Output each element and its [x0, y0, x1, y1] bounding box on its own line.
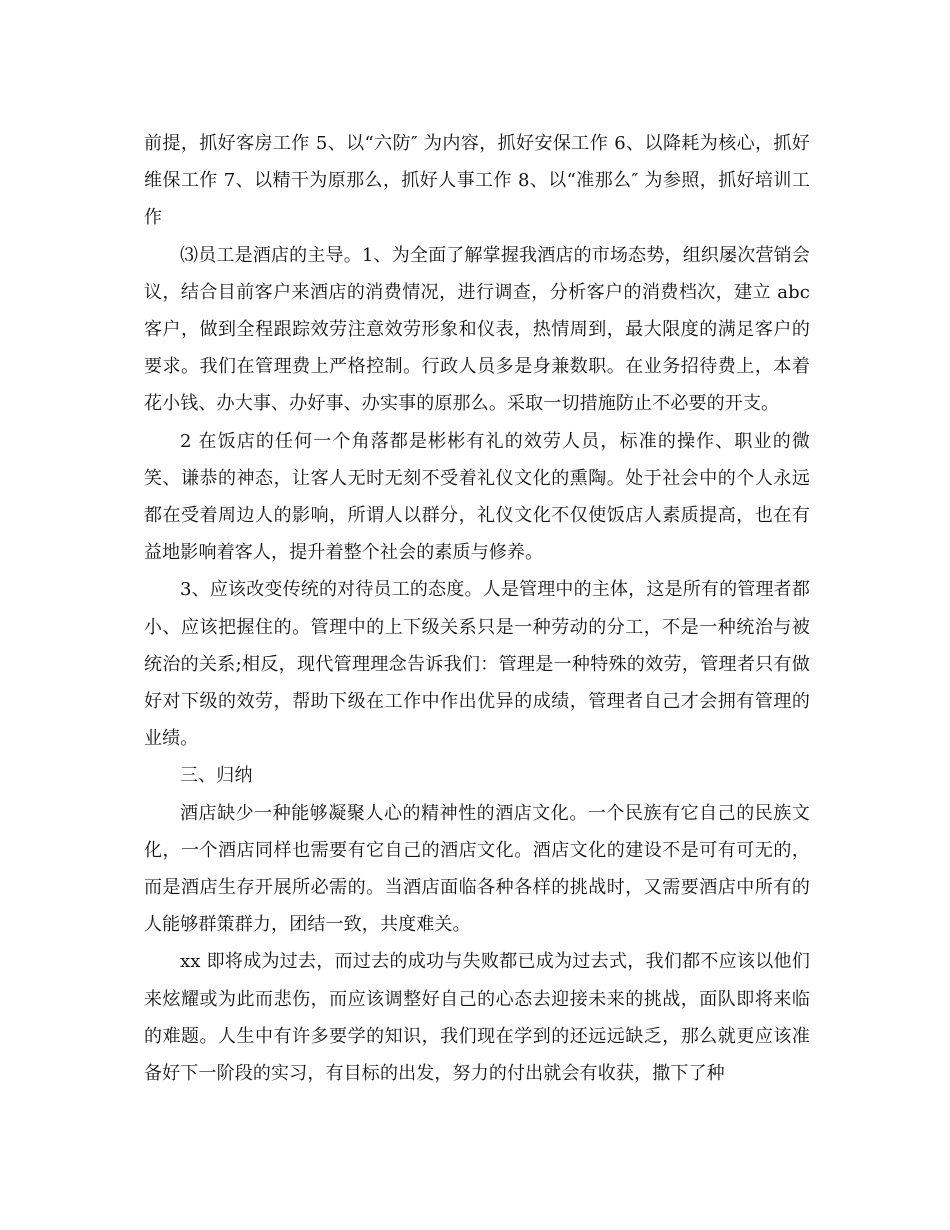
document-body: [144, 125, 810, 1092]
paragraph-1: 前提，抓好客房工作 5、以“六防″ 为内容，抓好安保工作 6、以降耗为核心，抓好维保工作 7、以精干为原那么，抓好人事工作 8、以“准那么″ 为参照，抓好培训工作: [144, 133, 810, 229]
section-heading-summary: 三、归纳: [180, 765, 253, 787]
paragraph-5: 酒店缺少一种能够凝聚人心的精神性的酒店文化。一个民族有它自己的民族文化，一个酒店同样也需要有它自己的酒店文化。酒店文化的建设不是可有可无的，而是酒店生存开展所必需的。当酒店面临各种各样的挑战时，又需要酒店中所有的人能够群策群力，团结一致，共度难关。: [144, 802, 810, 936]
paragraph-6: xx 即将成为过去，而过去的成功与失败都已成为过去式，我们都不应该以他们来炫耀或为此而悲伤，而应该调整好自己的心态去迎接未来的挑战，面队即将来临的难题。人生中有许多要学的知识，我们现在学到的还远远缺乏，那么就更应该准备好下一阶段的实习，有目标的出发，努力的付出就会有收获，撒下了种: [144, 951, 810, 1085]
paragraph-4: 3、应该改变传统的对待员工的态度。人是管理中的主体，这是所有的管理者都小、应该把握住的。管理中的上下级关系只是一种劳动的分工，不是一种统治与被统治的关系;相反，现代管理理念告诉我们：管理是一种特殊的效劳，管理者只有做好对下级的效劳，帮助下级在工作中作出优异的成绩，管理者自己才会拥有管理的业绩。: [144, 579, 810, 750]
paragraph-2: ⑶员工是酒店的主导。1、为全面了解掌握我酒店的市场态势，组织屡次营销会议，结合目前客户来酒店的消费情况，进行调查，分析客户的消费档次，建立 abc 客户，做到全程跟踪效劳注意效劳形象和仪表，热情周到，最大限度的满足客户的要求。我们在管理费上严格控制。行政人员多是身兼数职。在业务招待费上，本着花小钱、办大事、办好事、办实事的原那么。采取一切措施防止不必要的开支。: [144, 244, 810, 415]
paragraph-3: 2 在饭店的任何一个角落都是彬彬有礼的效劳人员，标准的操作、职业的微笑、谦恭的神态，让客人无时无刻不受着礼仪文化的熏陶。处于社会中的个人永远都在受着周边人的影响，所谓人以群分，礼仪文化不仅使饭店人素质提高，也在有益地影响着客人，提升着整个社会的素质与修养。: [144, 430, 810, 564]
